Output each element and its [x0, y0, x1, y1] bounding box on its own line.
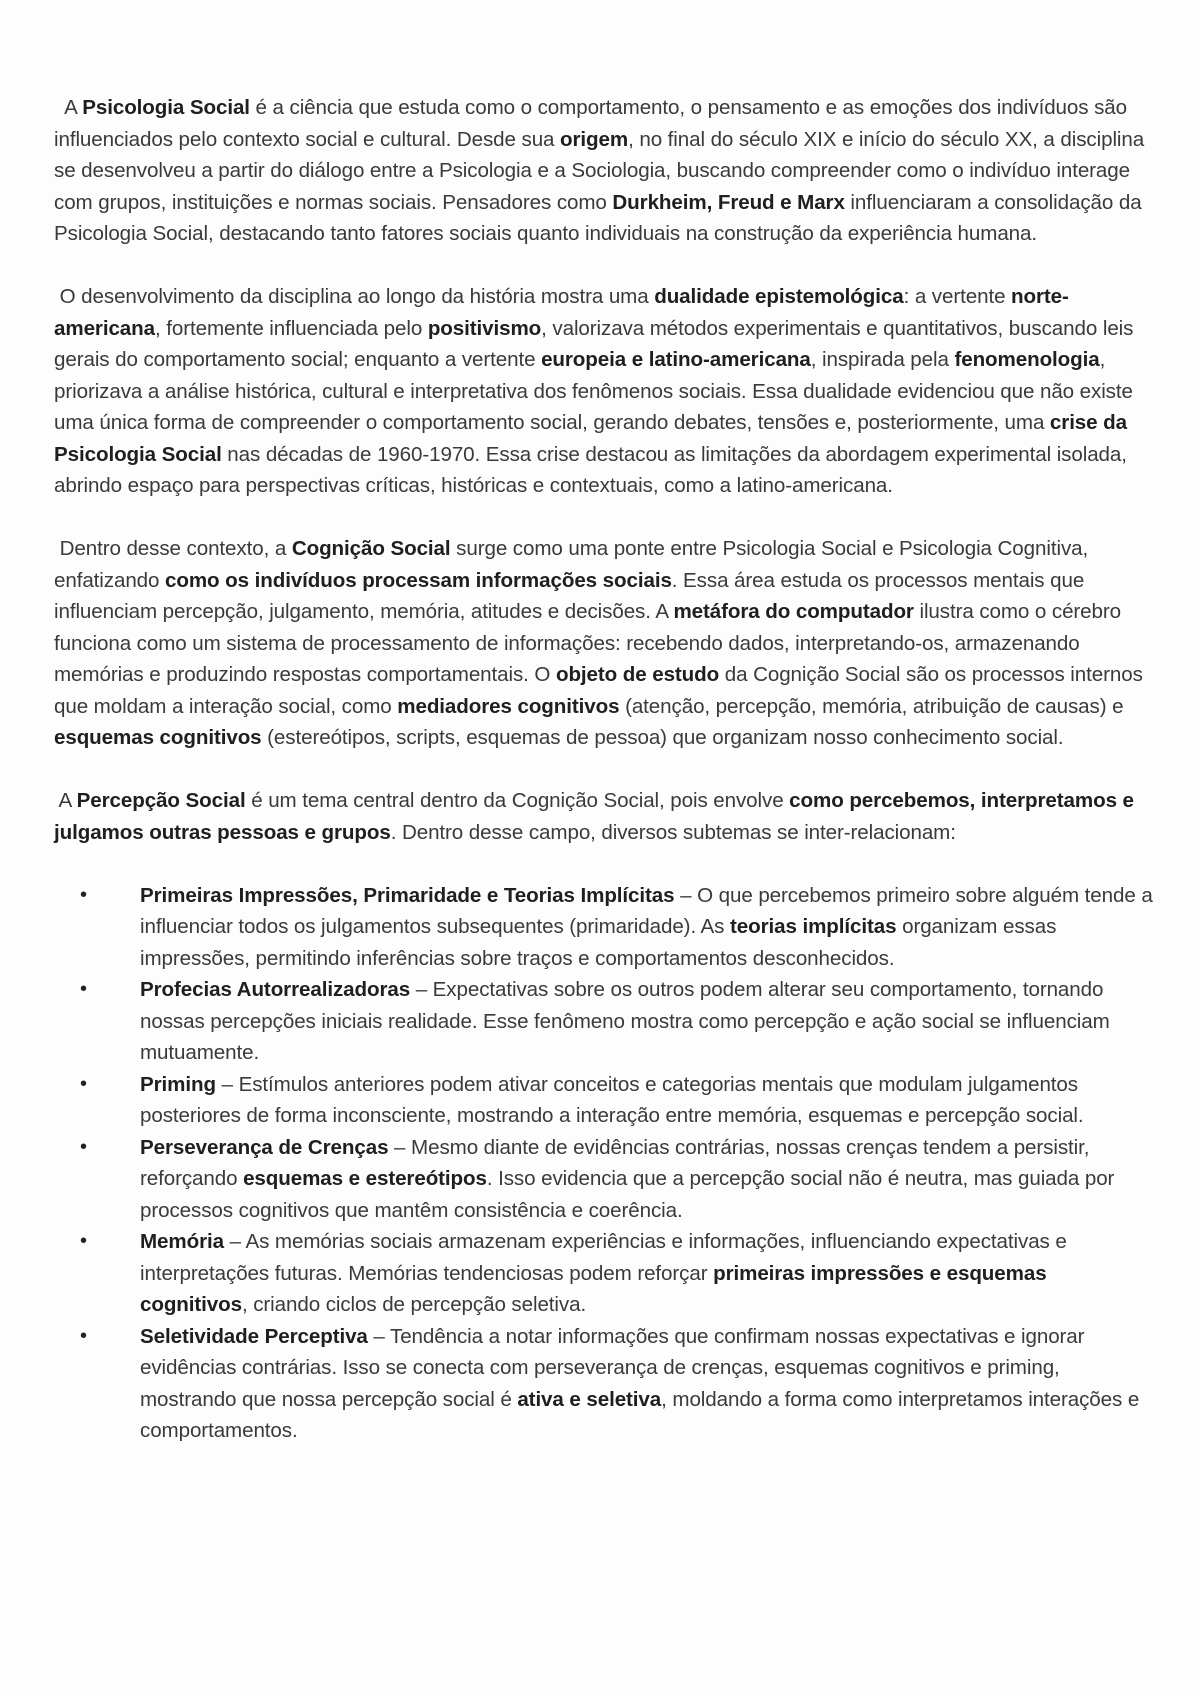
paragraph-psicologia-social: A Psicologia Social é a ciência que estuda como o comportamento, o pensamento e as emoções dos indivíduos são influenciados pelo contexto social e cultural. Desde sua origem, no final do século XIX e início do século XX, a disciplina se desenvolveu a partir do diálogo entre a Psicologia e a Sociologia, buscando compreender como o indivíduo interage com grupos, instituições e normas sociais. Pensadores como Durkheim, Freud e Marx influenciaram a consolidação da Psicologia Social, destacando tanto fatores sociais quanto individuais na construção da experiência humana. [54, 96, 1145, 245]
bold-term: esquemas e estereótipos [243, 1167, 487, 1190]
bold-term: fenomenologia [954, 348, 1100, 371]
list-item-perseveranca: • Perseverança de Crenças – Mesmo diante de evidências contrárias, nossas crenças tendem a persistir, reforçando esquemas e estereótipos. Isso evidencia que a percepção social não é neutra, mas guiada por processos cognitivos que mantêm consistência e coerência. [54, 1132, 1154, 1227]
bullet-icon: • [80, 978, 87, 1000]
list-item-primeiras-impressoes: • Primeiras Impressões, Primaridade e Teorias Implícitas – O que percebemos primeiro sobre alguém tende a influenciar todos os julgamentos subsequentes (primaridade). As teorias implícitas organizam essas impressões, permitindo inferências sobre traços e comportamentos desconhecidos. [54, 880, 1154, 975]
list-item-memoria: • Memória – As memórias sociais armazenam experiências e informações, influenciando expectativas e interpretações futuras. Memórias tendenciosas podem reforçar primeiras impressões e esquemas cognitivos, criando ciclos de percepção seletiva. [54, 1226, 1154, 1321]
bold-term: crise da Psicologia Social [54, 411, 1127, 466]
bold-term: europeia e latino-americana [541, 348, 811, 371]
bold-term: como percebemos, interpretamos e julgamos outras pessoas e grupos [54, 789, 1134, 844]
bullet-icon: • [80, 1324, 87, 1347]
bold-term: objeto de estudo [555, 663, 720, 686]
bold-term: ativa e seletiva [517, 1387, 662, 1411]
bold-term: dualidade epistemológica [654, 285, 904, 308]
bold-term: Durkheim, Freud e Marx [612, 190, 845, 214]
bold-term: origem [560, 127, 629, 151]
bullet-icon: • [80, 1135, 87, 1158]
bold-term: Cognição Social [291, 537, 451, 560]
bold-term: como os indivíduos processam informações sociais [165, 568, 672, 592]
list-item-title: Primeiras Impressões, Primaridade e Teorias Implícitas [140, 883, 675, 907]
bold-term: metáfora do computador [673, 600, 914, 623]
paragraph-cognicao-social: Dentro desse contexto, a Cognição Social surge como uma ponte entre Psicologia Social e Psicologia Cognitiva, enfatizando como os indivíduos processam informações sociais. Essa área estuda os processos mentais que influenciam percepção, julgamento, memória, atitudes e decisões. A metáfora do computador ilustra como o cérebro funciona como um sistema de processamento de informações: recebendo dados, interpretando-os, armazenando memórias e produzindo respostas comportamentais. O objeto de estudo da Cognição Social são os processos internos que moldam a interação social, como mediadores cognitivos (atenção, percepção, memória, atribuição de causas) e esquemas cognitivos (estereótipos, scripts, esquemas de pessoa) que organizam nosso conhecimento social. [54, 537, 1143, 749]
paragraph-percepcao-social: A Percepção Social é um tema central dentro da Cognição Social, pois envolve como percebemos, interpretamos e julgamos outras pessoas e grupos. Dentro desse campo, diversos subtemas se inter-relacionam: [54, 789, 1134, 844]
bold-term: primeiras impressões e esquemas cognitivos [140, 1261, 1047, 1316]
subtopics-list [54, 880, 1154, 1447]
list-item-profecias: • Profecias Autorrealizadoras – Expectativas sobre os outros podem alterar seu comportamento, tornando nossas percepções iniciais realidade. Esse fenômeno mostra como percepção e ação social se influenciam mutuamente. [54, 974, 1154, 1069]
bold-term: esquemas cognitivos [54, 726, 262, 749]
bold-term: mediadores cognitivos [397, 694, 620, 718]
bullet-icon: • [80, 1072, 87, 1095]
list-item-priming: • Priming – Estímulos anteriores podem ativar conceitos e categorias mentais que modulam julgamentos posteriores de forma inconsciente, mostrando a interação entre memória, esquemas e percepção social. [54, 1069, 1154, 1132]
list-item-title: Profecias Autorrealizadoras [140, 978, 411, 1001]
bold-term: Psicologia Social [82, 96, 250, 119]
bullet-icon: • [80, 883, 87, 906]
bullet-icon: • [80, 1230, 87, 1252]
list-item-title: Priming [140, 1072, 216, 1096]
list-item-title: Memória [140, 1230, 224, 1253]
bold-term: Percepção Social [76, 789, 246, 812]
document-page [54, 92, 1154, 1447]
bold-term: positivismo [427, 316, 542, 340]
bold-term: teorias implícitas [730, 915, 897, 938]
bold-term: norte-americana [54, 285, 1069, 340]
list-item-seletividade: • Seletividade Perceptiva – Tendência a notar informações que confirmam nossas expectativas e ignorar evidências contrárias. Isso se conecta com perseverança de crenças, esquemas cognitivos e priming, mostrando que nossa percepção social é ativa e seletiva, moldando a forma como interpretamos interações e comportamentos. [54, 1321, 1154, 1447]
paragraph-dualidade-epistemologica: O desenvolvimento da disciplina ao longo da história mostra uma dualidade epistemológica: a vertente norte-americana, fortemente influenciada pelo positivismo, valorizava métodos experimentais e quantitativos, buscando leis gerais do comportamento social; enquanto a vertente europeia e latino-americana, inspirada pela fenomenologia, priorizava a análise histórica, cultural e interpretativa dos fenômenos sociais. Essa dualidade evidenciou que não existe uma única forma de compreender o comportamento social, gerando debates, tensões e, posteriormente, uma crise da Psicologia Social nas décadas de 1960-1970. Essa crise destacou as limitações da abordagem experimental isolada, abrindo espaço para perspectivas críticas, históricas e contextuais, como a latino-americana. [54, 285, 1134, 497]
list-item-title: Perseverança de Crenças [140, 1135, 389, 1159]
list-item-title: Seletividade Perceptiva [140, 1324, 368, 1348]
